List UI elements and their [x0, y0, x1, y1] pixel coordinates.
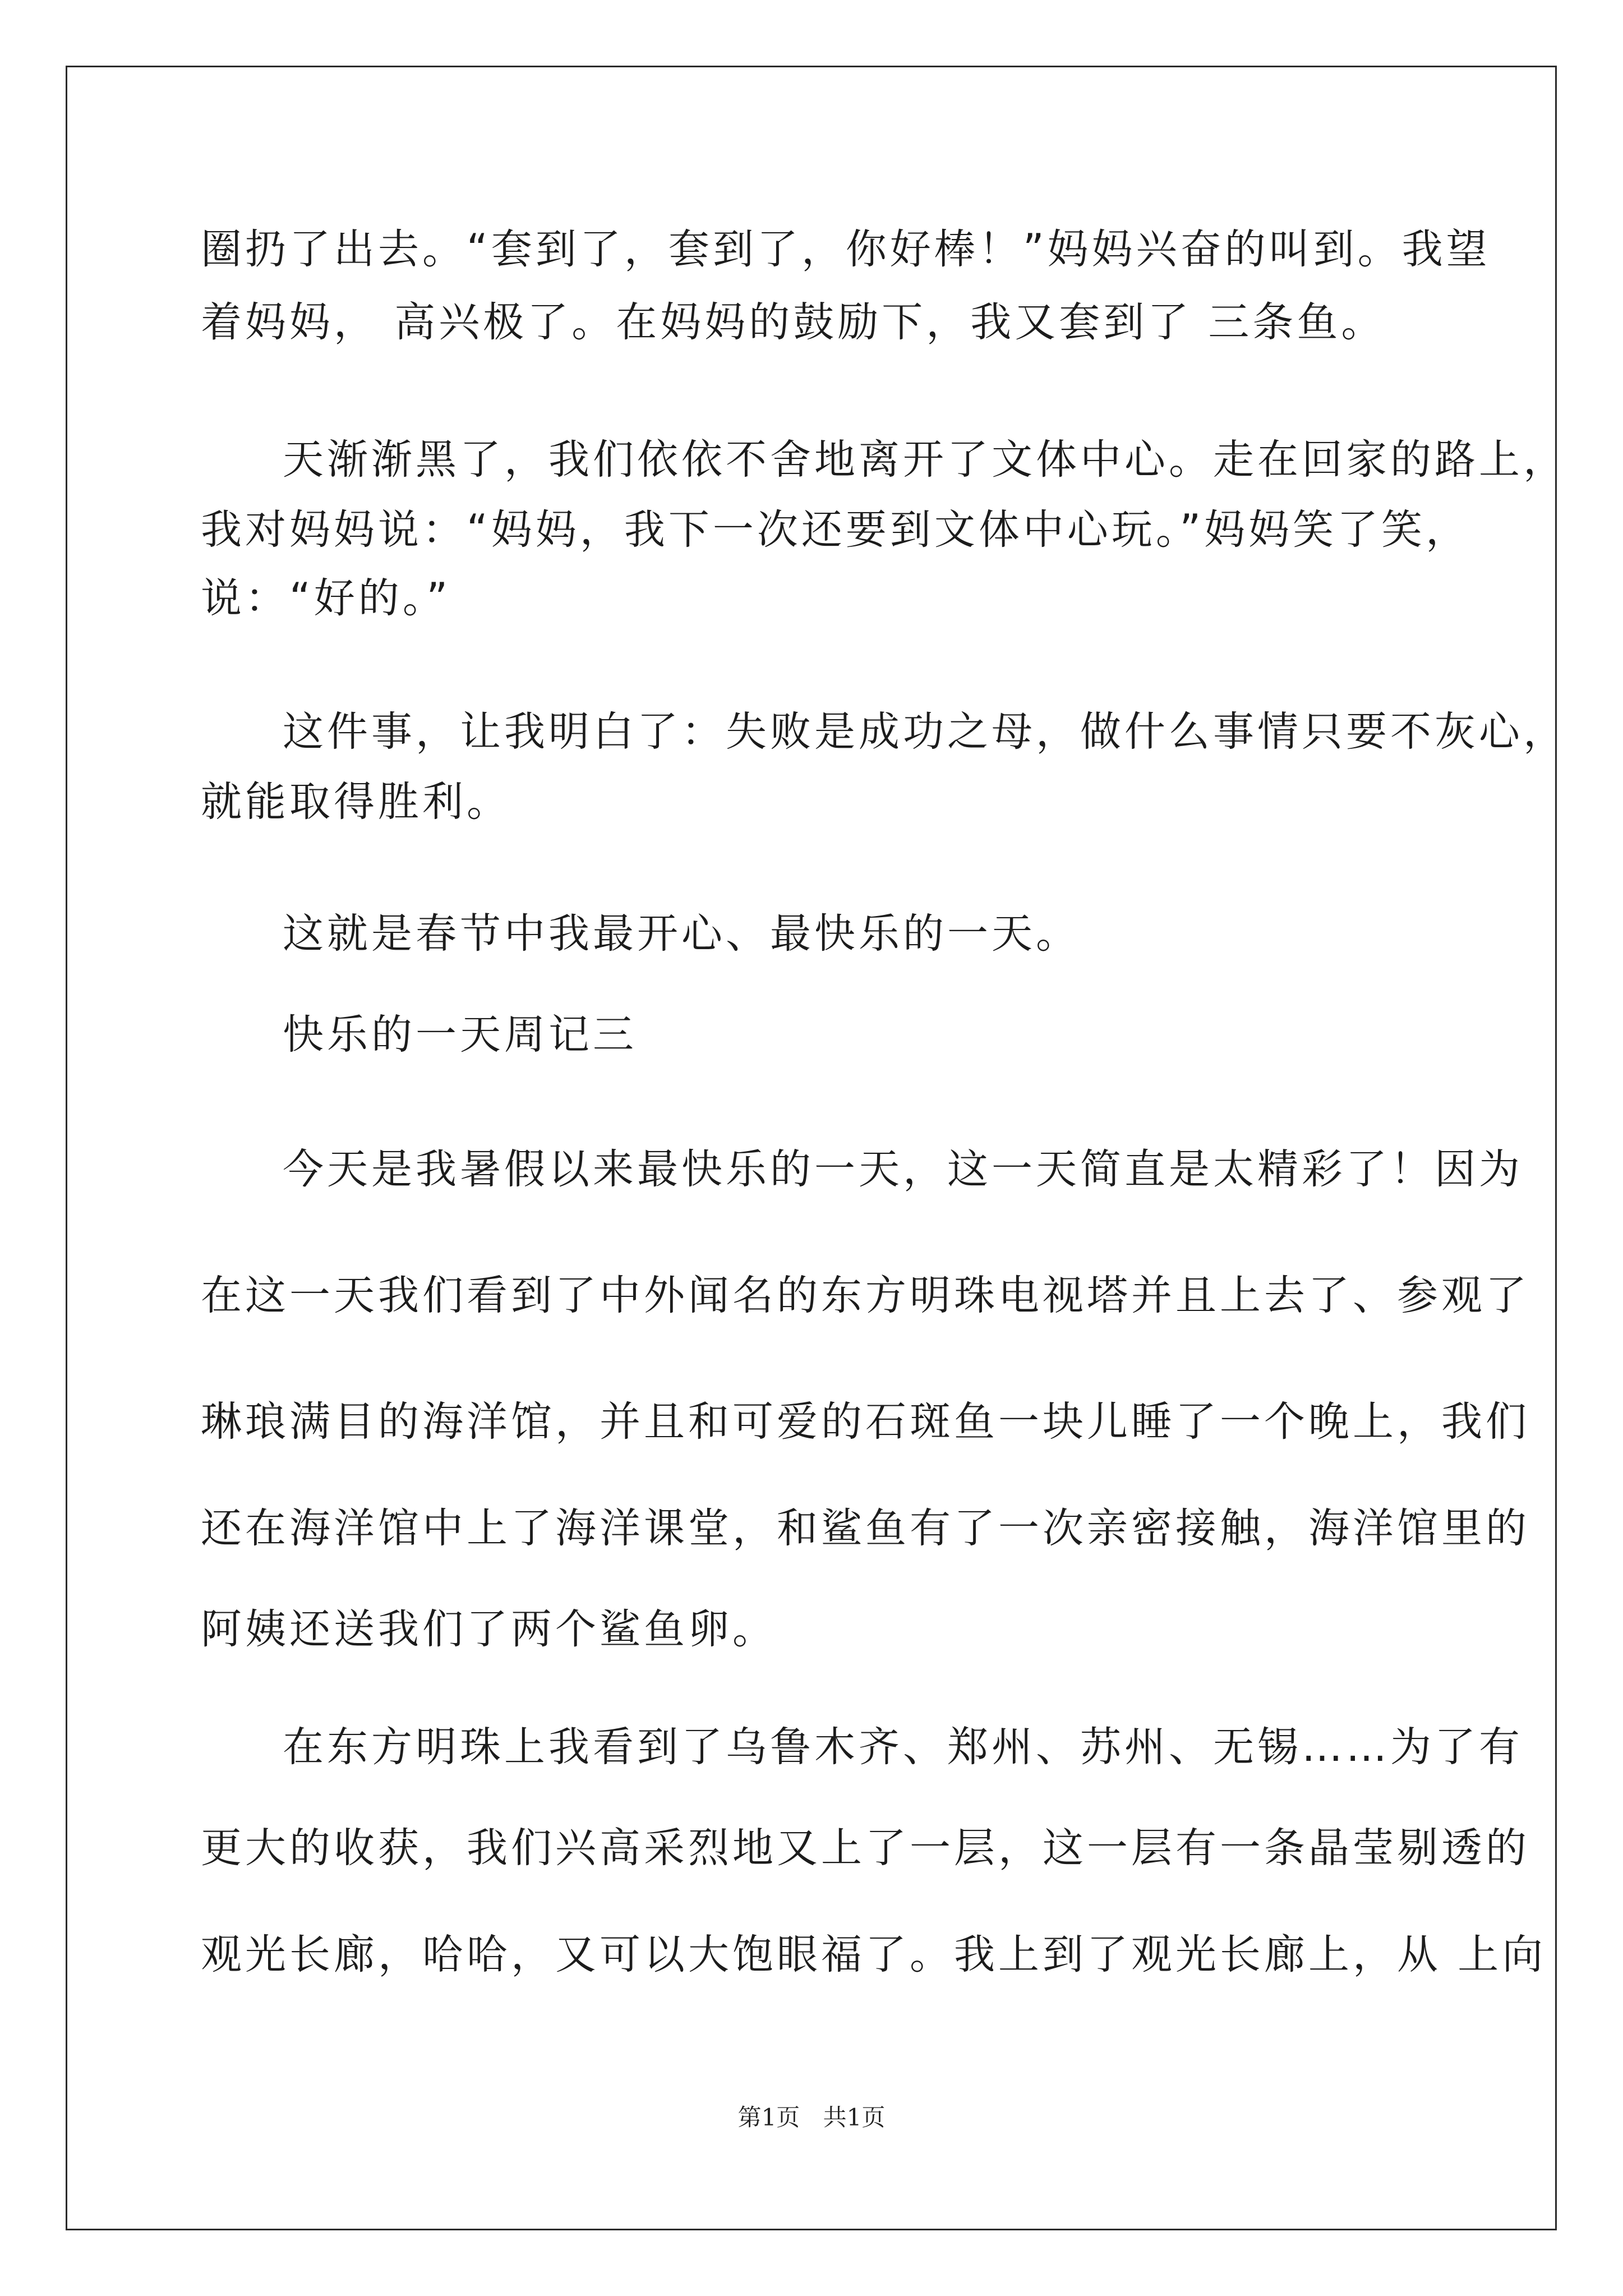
text-line: 更大的收获，我们兴高采烈地又上了一层，这一层有一条晶莹剔透的	[201, 1824, 1530, 1872]
text-line: 琳琅满目的海洋馆，并且和可爱的石斑鱼一块儿睡了一个晚上，我们	[201, 1398, 1530, 1446]
page-footer	[0, 2104, 1623, 2132]
page-total: 共1页	[823, 2104, 886, 2131]
text-line: 观光长廊，哈哈，又可以大饱眼福了。我上到了观光长廊上，从 上向	[201, 1931, 1547, 1978]
text-line: 这件事，让我明白了：失败是成功之母，做什么事情只要不灰心，	[283, 708, 1567, 756]
text-line: 着妈妈， 高兴极了。在妈妈的鼓励下，我又套到了 三条鱼。	[201, 298, 1386, 346]
text-line: 在东方明珠上我看到了乌鲁木齐、郑州、苏州、无锡……为了有	[283, 1723, 1523, 1771]
text-line: 今天是我暑假以来最快乐的一天，这一天简直是太精彩了！因为	[283, 1145, 1523, 1193]
text-line: 这就是春节中我最开心、最快乐的一天。	[283, 910, 1080, 958]
text-line: 在这一天我们看到了中外闻名的东方明珠电视塔并且上去了、参观了	[201, 1272, 1530, 1319]
text-line: 还在海洋馆中上了海洋课堂，和鲨鱼有了一次亲密接触，海洋馆里的	[201, 1504, 1530, 1552]
text-line: 就能取得胜利。	[201, 778, 511, 826]
text-line: 我对妈妈说：“妈妈，我下一次还要到文体中心玩。”妈妈笑了笑，	[201, 506, 1470, 554]
text-line: 圈扔了出去。“套到了，套到了，你好棒！”妈妈兴奋的叫到。我望	[201, 226, 1491, 273]
text-line: 天渐渐黑了，我们依依不舍地离开了文体中心。走在回家的路上，	[283, 436, 1567, 484]
text-line: 说：“好的。”	[201, 574, 451, 622]
text-line: 阿姨还送我们了两个鲨鱼卵。	[201, 1605, 777, 1653]
section-heading: 快乐的一天周记三	[283, 1011, 637, 1059]
page-number: 第1页	[737, 2104, 800, 2131]
